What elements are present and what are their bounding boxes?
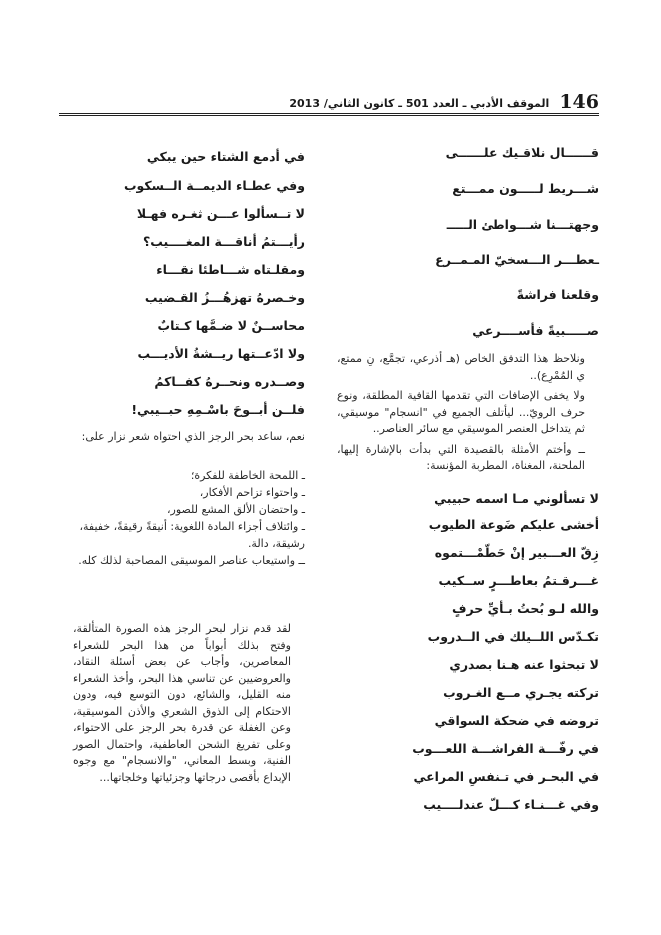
- verse-line: وقلعنا فراشةً: [516, 287, 599, 302]
- verse-line: في البحـر في تـنفسِ المراعي: [413, 769, 599, 784]
- verse-line: فلــن أبــوحَ باسْـمِهِ حبــيبي!: [131, 402, 305, 417]
- left-column: [73, 145, 305, 905]
- paragraph: لقد قدم نزار لبحر الرجز هذه الصورة المتألقة، وفتح بذلك أبواباً من هذا البحر للشعراء المعاصرين، وأجاب عن بعض أسئلة النقاد، والعروضيين عن تناسي هذا البحر، وأخذ الشعراء منه القليل، والشائع، دون التوسع فيه، ودون الاحتكام إلى الذوق الشعري والأذن الموسيقية، وعن الغفلة عن قدرة بحر الرجز على الاحتواء، وعلى تفريغ الشحن العاطفية، واحتمال الصور الفنية، وبسط المعاني، "والانسجام" مع وجوه الإبداع بأقصى درجاتها وجزئياتها وخلجاتها...: [73, 622, 291, 784]
- page-number: 146: [559, 91, 599, 113]
- page-header: [59, 84, 599, 112]
- verse-line: تركته يجـري مــع الغـروب: [443, 685, 599, 700]
- verse-line: وجهتـــنا شـــواطئ الـــــ: [446, 217, 599, 232]
- list-item: ـ وائتلاف أجزاء المادة اللغوية: أنيقةً رقيقةً، خفيفة، رشيقة، دالة.: [79, 520, 305, 551]
- verse-line: شـــريط لـــــون ممـــتع: [452, 181, 599, 196]
- verse-line: رأيـــتمُ أناقـــة المغــــيب؟: [143, 234, 305, 249]
- verse-line: غـــرقـتمُ بعاطـــرٍ ســكيب: [438, 573, 599, 588]
- bullet-list: [73, 467, 305, 569]
- verse-line: لا تــسألوا عـــن ثغـره فهـلا: [136, 206, 305, 221]
- verse-line: لا تبحثوا عنه هـنا بصدري: [449, 657, 599, 672]
- verse-line: صـــــبيةً فأســــرعي: [472, 323, 599, 338]
- verse-line: ولا ادّعــتها ريــشةُ الأديـــب: [137, 346, 305, 361]
- verse-line: في رفّـــة الفراشـــة اللعـــوب: [412, 741, 599, 756]
- verse-line: تكـدّس اللــيلك في الــدروب: [427, 629, 599, 644]
- list-item: ـ واحتضان الألق المشع للصور،: [166, 503, 305, 517]
- verse-line: محاســنٌ لا ضـمَّها كـتابٌ: [157, 318, 305, 333]
- prose-closing: [73, 621, 305, 790]
- prose-intro: نعم، ساعد بحر الرجز الذي احتواه شعر نزار على:: [81, 430, 305, 443]
- verse-line: في أدمع الشتاء حين يبكي: [146, 149, 305, 164]
- verse-line: وفي غـــنـاء كـــلّ عندلــــيب: [423, 797, 599, 812]
- paragraph: ــ وأختم الأمثلة بالقصيدة التي بدأت بالإشارة إليها، الملحنة، المغناة، المطربة المؤنسة:: [337, 442, 585, 472]
- list-item: ـ واحتواء تزاحم الأفكار،: [199, 486, 305, 500]
- list-item: ــ واستيعاب عناصر الموسيقى المصاحبة لذلك كله.: [78, 554, 305, 568]
- prose-block: [337, 351, 599, 479]
- verse-line: وخـصرهُ تهزهُـــزُ القـضيب: [144, 290, 305, 305]
- right-column: [337, 145, 599, 905]
- verse-line: والله لـو بُحتُ بـأيِّ حرفٍ: [452, 601, 599, 616]
- header-rule: [59, 113, 599, 116]
- verse-line: ومقلـتاه شـــاطئا نقـــاء: [156, 262, 305, 277]
- paragraph: ونلاحظ هذا التدفق الخاص (هـ أذرعي، تجمَّع، نِ ممتع، ي المُمْرِع)..: [337, 352, 585, 382]
- verse-line: ـعطـــر الـــسخيّ المـمــرع: [435, 252, 599, 267]
- verse-line: أخشى عليكم ضَوعة الطيوب: [428, 517, 599, 532]
- verse-line: قــــــال نلاقـيك علــــــى: [445, 145, 599, 160]
- verse-line: لا تسألوني مـا اسمه حبيبي: [434, 491, 599, 506]
- paragraph: ولا يخفى الإضافات التي تقدمها القافية المطلقة، ونوع حرف الرويّ... ليأتلف الجميع في "انسجام" موسيقي، ثم يتداخل العنصر الموسيقي مع سائر العناصر..: [337, 389, 585, 435]
- verse-line: زِقّ العـــبير إنْ حَطّمْـــتموه: [434, 545, 599, 560]
- verse-line: وصــدره ونحــرهُ كفــاكمُ: [154, 374, 305, 389]
- running-head: الموقف الأدبي ـ العدد 501 ـ كانون الثاني/ 2013: [289, 96, 550, 110]
- list-item: ـ اللمحة الخاطفة للفكرة؛: [190, 469, 305, 482]
- verse-line: تروضه في ضحكة السواقي: [434, 713, 599, 728]
- verse-line: وفي عطـاء الديمــة الــسكوب: [123, 178, 305, 193]
